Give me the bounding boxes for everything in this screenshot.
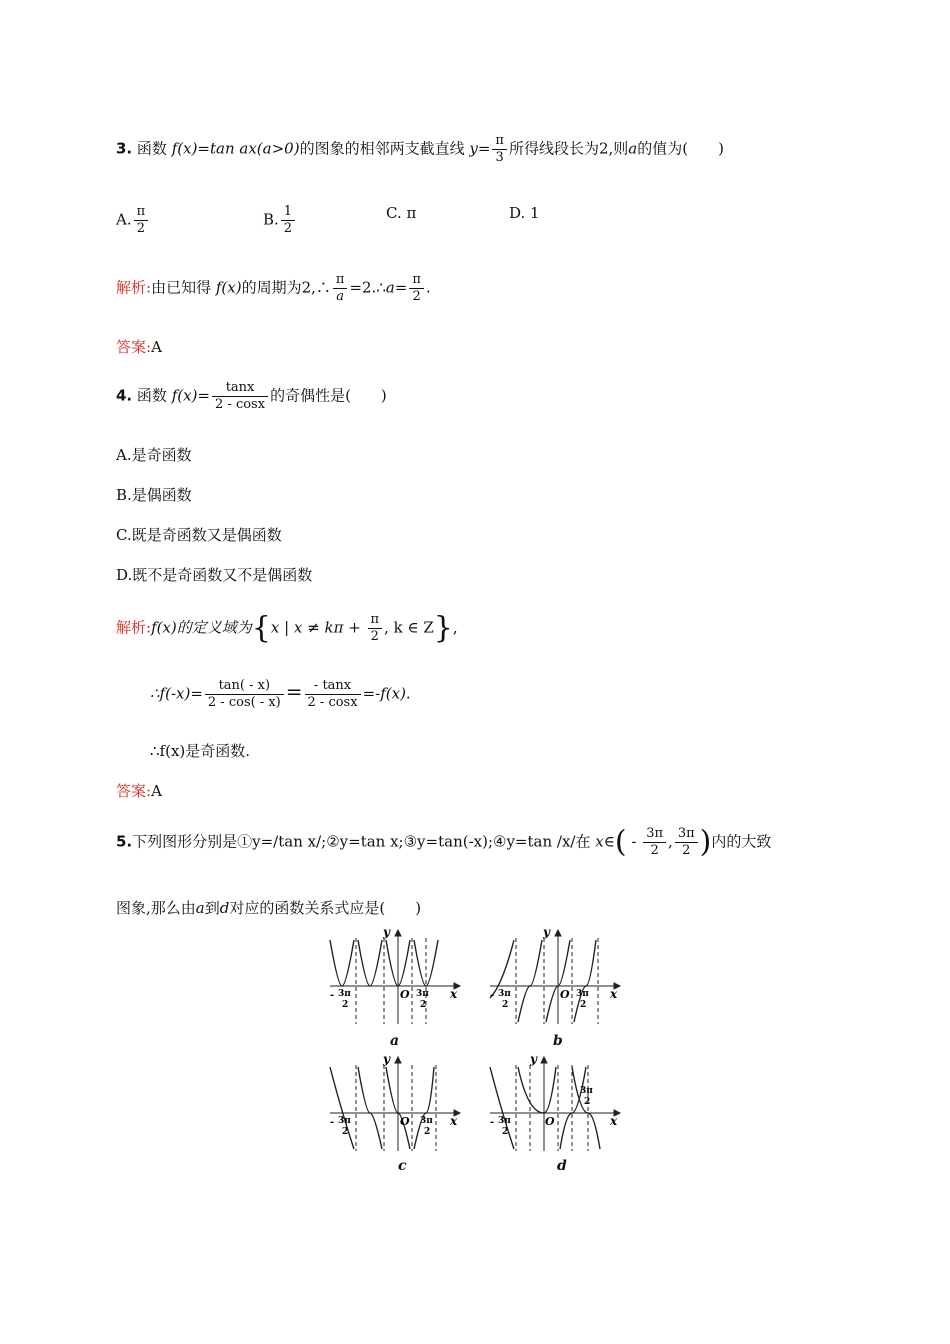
y-label: y — [383, 1055, 390, 1066]
q5-x-in: x∈ — [595, 832, 615, 851]
graph-c — [328, 1055, 468, 1155]
q5-text-b: 内的大致 — [711, 832, 772, 851]
answer-label: 答案: — [116, 782, 152, 800]
frac-num: tan( - x) — [205, 678, 284, 695]
asymptotes — [516, 938, 598, 1024]
tick-right-den: 2 — [584, 1097, 591, 1107]
q5-line2-b: 到 — [204, 899, 220, 917]
deriv-text: ∴f(-x)= — [150, 684, 203, 703]
q4-option-d: D.既不是奇函数又不是偶函数 — [116, 566, 313, 584]
option-num: π — [134, 204, 149, 221]
analysis-text: 的周期为2,∴ — [241, 278, 331, 297]
frac-den: 2 - cosx — [215, 397, 266, 412]
q5-text-a: 下列图形分别是①y=/tan x/;②y=tan x;③y=tan(-x);④y=tan /x/在 — [132, 832, 591, 851]
graph-d-label: d — [557, 1158, 567, 1174]
q4-fraction — [212, 380, 268, 413]
frac-num: π — [333, 272, 348, 289]
graph-b — [488, 928, 628, 1028]
frac-num: 3π — [675, 826, 698, 843]
answer-label: 答案: — [116, 338, 152, 356]
q4-text-b: 的奇偶性是( ) — [270, 386, 387, 405]
q4-option-c: C.既是奇函数又是偶函数 — [116, 526, 282, 544]
q4-conclusion: ∴f(x)是奇函数. — [150, 742, 251, 760]
tick-left-num: 3π — [338, 989, 351, 999]
q3-option-b — [263, 204, 297, 237]
paren-right: ) — [699, 824, 712, 860]
interval-a — [643, 826, 666, 859]
brace-right: } — [433, 610, 453, 646]
option-den: 2 — [136, 221, 146, 236]
frac-den: 2 — [650, 843, 659, 858]
tick-left-den: 2 — [502, 1127, 509, 1137]
q5-line2: 图象,那么由 — [116, 899, 196, 917]
asymptotes — [516, 1065, 591, 1151]
tick-left-num: 3π — [498, 1116, 511, 1126]
origin-label: O — [545, 1115, 555, 1128]
option-label: C. — [386, 204, 402, 222]
frac-num: π — [409, 272, 424, 289]
brace-left: { — [251, 610, 271, 646]
origin-label: O — [400, 1115, 410, 1128]
graph-a-label: a — [390, 1033, 400, 1049]
deriv-eq: = — [285, 679, 303, 704]
tick-minus: - — [490, 1117, 495, 1128]
graph-a — [328, 928, 468, 1028]
option-text: π — [406, 204, 417, 222]
q3-line-num: π — [492, 133, 507, 150]
q3-text-b: 的图象的相邻两支截直线 — [299, 139, 465, 158]
option-text: 1 — [530, 204, 540, 222]
q3-var: a — [628, 139, 638, 158]
domain-fraction — [368, 612, 383, 645]
q5-var-d: d — [219, 899, 230, 917]
q3-number: 3. — [116, 139, 133, 158]
deriv-text: =-f(x). — [362, 684, 411, 703]
q4-number: 4. — [116, 386, 133, 405]
graph-b-label: b — [553, 1033, 563, 1049]
domain-set: x | x ≠ kπ + — [270, 618, 366, 637]
q3-text-d: 的值为( ) — [637, 139, 724, 158]
analysis-text: . — [425, 278, 431, 297]
deriv-fraction-1 — [205, 678, 284, 711]
frac-num: π — [368, 612, 383, 629]
q4-option-b: B.是偶函数 — [116, 486, 192, 504]
q5-number: 5. — [116, 832, 133, 851]
y-label: y — [383, 928, 390, 939]
graph-d — [488, 1055, 628, 1155]
q4-stem — [116, 380, 387, 413]
q3-line-fraction — [492, 133, 507, 166]
origin-label: O — [400, 988, 410, 1001]
q3-option-d — [509, 204, 540, 222]
q4-func: f(x)= — [171, 386, 211, 405]
analysis-fraction — [333, 272, 348, 305]
analysis-text: 由已知得 — [151, 278, 212, 297]
y-label: y — [530, 1055, 537, 1066]
tick-left-den: 2 — [342, 1127, 349, 1137]
tick-right-num: 3π — [420, 1116, 433, 1126]
frac-num: tanx — [212, 380, 268, 397]
frac-den: a — [336, 289, 345, 304]
frac-num: 3π — [643, 826, 666, 843]
frac-den: 2 - cosx — [307, 695, 358, 710]
q3-text-c: 所得线段长为2,则 — [508, 139, 629, 158]
frac-den: 2 — [412, 289, 421, 304]
q3-answer — [116, 337, 162, 357]
option-den: 2 — [283, 221, 293, 236]
x-label: x — [450, 1114, 458, 1128]
tick-left-num: 3π — [498, 989, 511, 999]
analysis-func: f(x) — [215, 278, 242, 297]
y-axis-arrow — [541, 1057, 547, 1063]
analysis-text: =2.∴ — [349, 278, 386, 297]
analysis-label: 解析: — [116, 618, 152, 637]
x-label: x — [610, 1114, 618, 1128]
tick-minus: - — [330, 1117, 335, 1128]
tick-minus: - — [330, 990, 335, 1001]
q5-var-a: a — [195, 899, 205, 917]
tick-right-num: 3π — [576, 989, 589, 999]
option-fraction — [134, 204, 149, 237]
domain-end: , k ∈ Z — [384, 618, 434, 637]
frac-den: 2 — [370, 629, 379, 644]
tick-right-num: 3π — [416, 989, 429, 999]
q5-stem-line2 — [116, 898, 421, 918]
q3-option-c — [386, 204, 416, 222]
frac-den: 2 — [682, 843, 691, 858]
answer-value: A — [151, 338, 162, 356]
tick-right-den: 2 — [580, 1000, 587, 1010]
q3-line-den: 3 — [495, 150, 504, 165]
tick-right-num: 3π — [580, 1086, 593, 1096]
analysis-text: f(x)的定义域为 — [151, 618, 252, 637]
q3-analysis — [116, 272, 431, 305]
analysis-label: 解析: — [116, 278, 152, 297]
tick-minus: - — [490, 990, 495, 1001]
q3-option-a — [116, 204, 150, 237]
analysis-text: a= — [385, 278, 408, 297]
y-axis-arrow — [555, 930, 561, 936]
option-label: D. — [509, 204, 526, 222]
graph-c-label: c — [398, 1158, 407, 1174]
frac-num: - tanx — [305, 678, 361, 695]
option-label: A. — [116, 210, 132, 229]
q4-text-a: 函数 — [136, 386, 167, 405]
q4-answer — [116, 781, 162, 801]
paren-left: ( — [614, 824, 627, 860]
tick-right-den: 2 — [424, 1127, 431, 1137]
q4-option-a: A.是奇函数 — [116, 446, 192, 464]
analysis-fraction — [409, 272, 424, 305]
tick-left-den: 2 — [502, 1000, 509, 1010]
x-label: x — [450, 987, 458, 1001]
origin-label: O — [560, 988, 570, 1001]
answer-value: A — [151, 782, 162, 800]
q3-func: f(x)=tan ax(a>0) — [171, 139, 300, 158]
q5-line2-c: 对应的函数关系式应是( ) — [229, 899, 422, 917]
interval-b — [675, 826, 698, 859]
y-axis-arrow — [395, 930, 401, 936]
q3-stem — [116, 133, 724, 166]
option-fraction — [281, 204, 295, 237]
q3-text-a: 函数 — [136, 139, 167, 158]
q3-line-lhs: y= — [469, 139, 491, 158]
option-num: 1 — [281, 204, 295, 221]
tick-left-den: 2 — [342, 1000, 349, 1010]
x-label: x — [610, 987, 618, 1001]
deriv-fraction-2 — [305, 678, 361, 711]
q4-derivation — [150, 678, 411, 711]
y-label: y — [543, 928, 550, 939]
q4-analysis: 解析:f(x)的定义域为{x | x ≠ kπ + $\frac{\pi}{2}$ , k ∈ Z}, — [116, 610, 458, 646]
y-axis-arrow — [395, 1057, 401, 1063]
asymptotes — [356, 1065, 436, 1151]
q5-stem: 5.下列图形分别是①y=/tan x/;②y=tan x;③y=tan(-x);④y=tan /x/在 x∈( - $\frac{3\pi}{2}$ , $\frac{3\pi}{2}$ )内的大致 — [116, 824, 772, 860]
option-label: B. — [263, 210, 279, 229]
tick-left-num: 3π — [338, 1116, 351, 1126]
minus: - — [631, 832, 637, 851]
tick-right-den: 2 — [420, 1000, 427, 1010]
frac-den: 2 - cos( - x) — [207, 695, 281, 710]
